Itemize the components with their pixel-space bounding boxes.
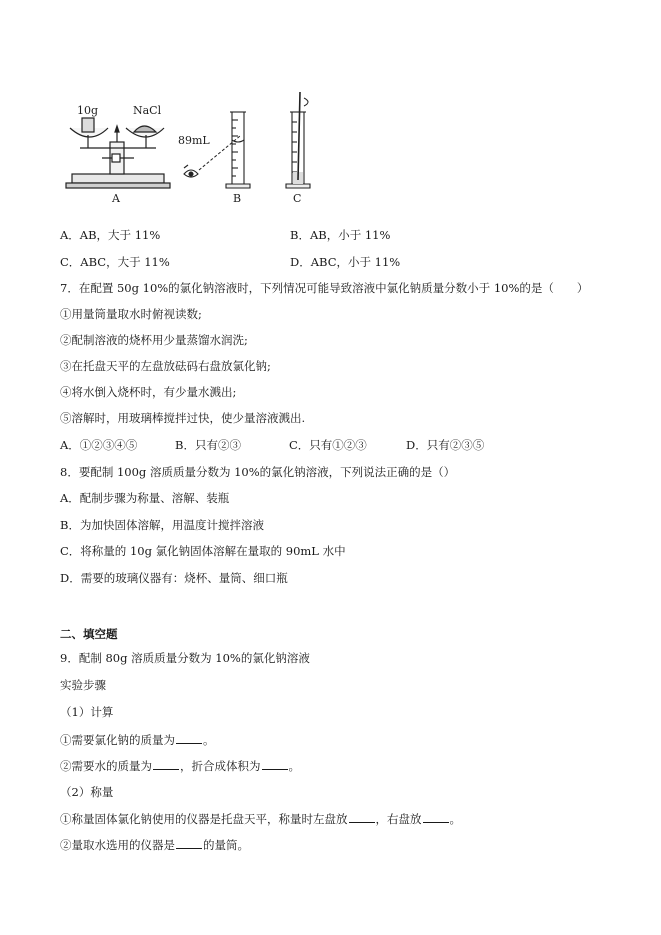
q7-stem: 7．在配置 50g 10%的氯化钠溶液时，下列情况可能导致溶液中氯化钠质量分数小于 10%的是（ ）: [60, 281, 589, 295]
nacl-label: NaCl: [133, 104, 162, 117]
q8-option-b: B．为加快固体溶解，用温度计搅拌溶液: [60, 518, 264, 532]
q7-option-b: B．只有②③: [175, 438, 241, 452]
q9-sub2-title: （2）称量: [60, 785, 114, 799]
figure-label-b: B: [233, 192, 242, 205]
q9-line-2-text-a: ②需要水的质量为: [60, 759, 152, 773]
q9-steps-title: 实验步骤: [60, 678, 106, 692]
q9-line-3-text-b: ，右盘放: [375, 812, 422, 826]
q9-stem: 9．配制 80g 溶质质量分数为 10%的氯化钠溶液: [60, 651, 310, 665]
answer-blank[interactable]: [153, 757, 179, 770]
q9-line-2: [60, 757, 300, 774]
q8-option-c: C．将称量的 10g 氯化钠固体溶解在量取的 90mL 水中: [60, 544, 346, 558]
q7-option-c: C．只有①②③: [289, 438, 367, 452]
answer-blank[interactable]: [176, 731, 202, 744]
q7-option-a: A．①②③④⑤: [60, 438, 138, 452]
q9-line-2-text-b: ，折合成体积为: [180, 759, 261, 773]
q7-option-d: D．只有②③⑤: [406, 438, 485, 452]
q6-option-a: A．AB，大于 11%: [60, 228, 161, 242]
q7-item-3: ③在托盘天平的左盘放砝码右盘放氯化钠;: [60, 359, 271, 373]
q7-item-4: ④将水倒入烧杯时，有少量水溅出;: [60, 385, 237, 399]
q6-option-c: C．ABC，大于 11%: [60, 255, 170, 269]
q9-line-3-text-a: ①称量固体氯化钠使用的仪器是托盘天平，称量时左盘放: [60, 812, 348, 826]
answer-blank[interactable]: [423, 810, 449, 823]
section-title: 二、填空题: [60, 627, 118, 641]
q7-item-2: ②配制溶液的烧杯用少量蒸馏水润洗;: [60, 333, 248, 347]
q8-option-d: D．需要的玻璃仪器有：烧杯、量筒、细口瓶: [60, 571, 288, 585]
eye-icon: [184, 165, 198, 177]
answer-blank[interactable]: [176, 836, 202, 849]
q9-line-4: [60, 836, 249, 853]
graduated-cylinder-c: [286, 92, 310, 188]
q9-line-4-text-a: ②量取水选用的仪器是: [60, 838, 175, 852]
figure-label-a: A: [112, 192, 120, 205]
q9-line-4-text-b: 的量筒。: [203, 838, 249, 852]
q6-option-b: B．AB，小于 11%: [290, 228, 391, 242]
answer-blank[interactable]: [262, 757, 288, 770]
graduated-cylinder-b: [226, 112, 250, 188]
q9-line-3: [60, 810, 461, 827]
q7-item-1: ①用量筒量取水时俯视读数;: [60, 307, 202, 321]
q7-item-5: ⑤溶解时，用玻璃棒搅拌过快，使少量溶液溅出.: [60, 411, 306, 425]
weight-label: 10g: [77, 104, 99, 117]
q9-line-1-text-b: 。: [203, 733, 215, 747]
answer-blank[interactable]: [349, 810, 375, 823]
figure-label-c: C: [293, 192, 302, 205]
experiment-figure: [60, 88, 360, 210]
q9-line-1-text-a: ①需要氯化钠的质量为: [60, 733, 175, 747]
q8-stem: 8．要配制 100g 溶质质量分数为 10%的氯化钠溶液，下列说法正确的是（）: [60, 465, 456, 479]
q9-line-3-text-c: 。: [449, 812, 461, 826]
q6-option-d: D．ABC，小于 11%: [290, 255, 401, 269]
volume-label: 89mL: [178, 134, 210, 147]
q9-sub1-title: （1）计算: [60, 705, 114, 719]
q8-option-a: A．配制步骤为称量、溶解、装瓶: [60, 491, 230, 505]
q9-line-1: [60, 731, 215, 748]
balance-scale-drawing: [66, 118, 170, 188]
q9-line-2-text-c: 。: [288, 759, 300, 773]
